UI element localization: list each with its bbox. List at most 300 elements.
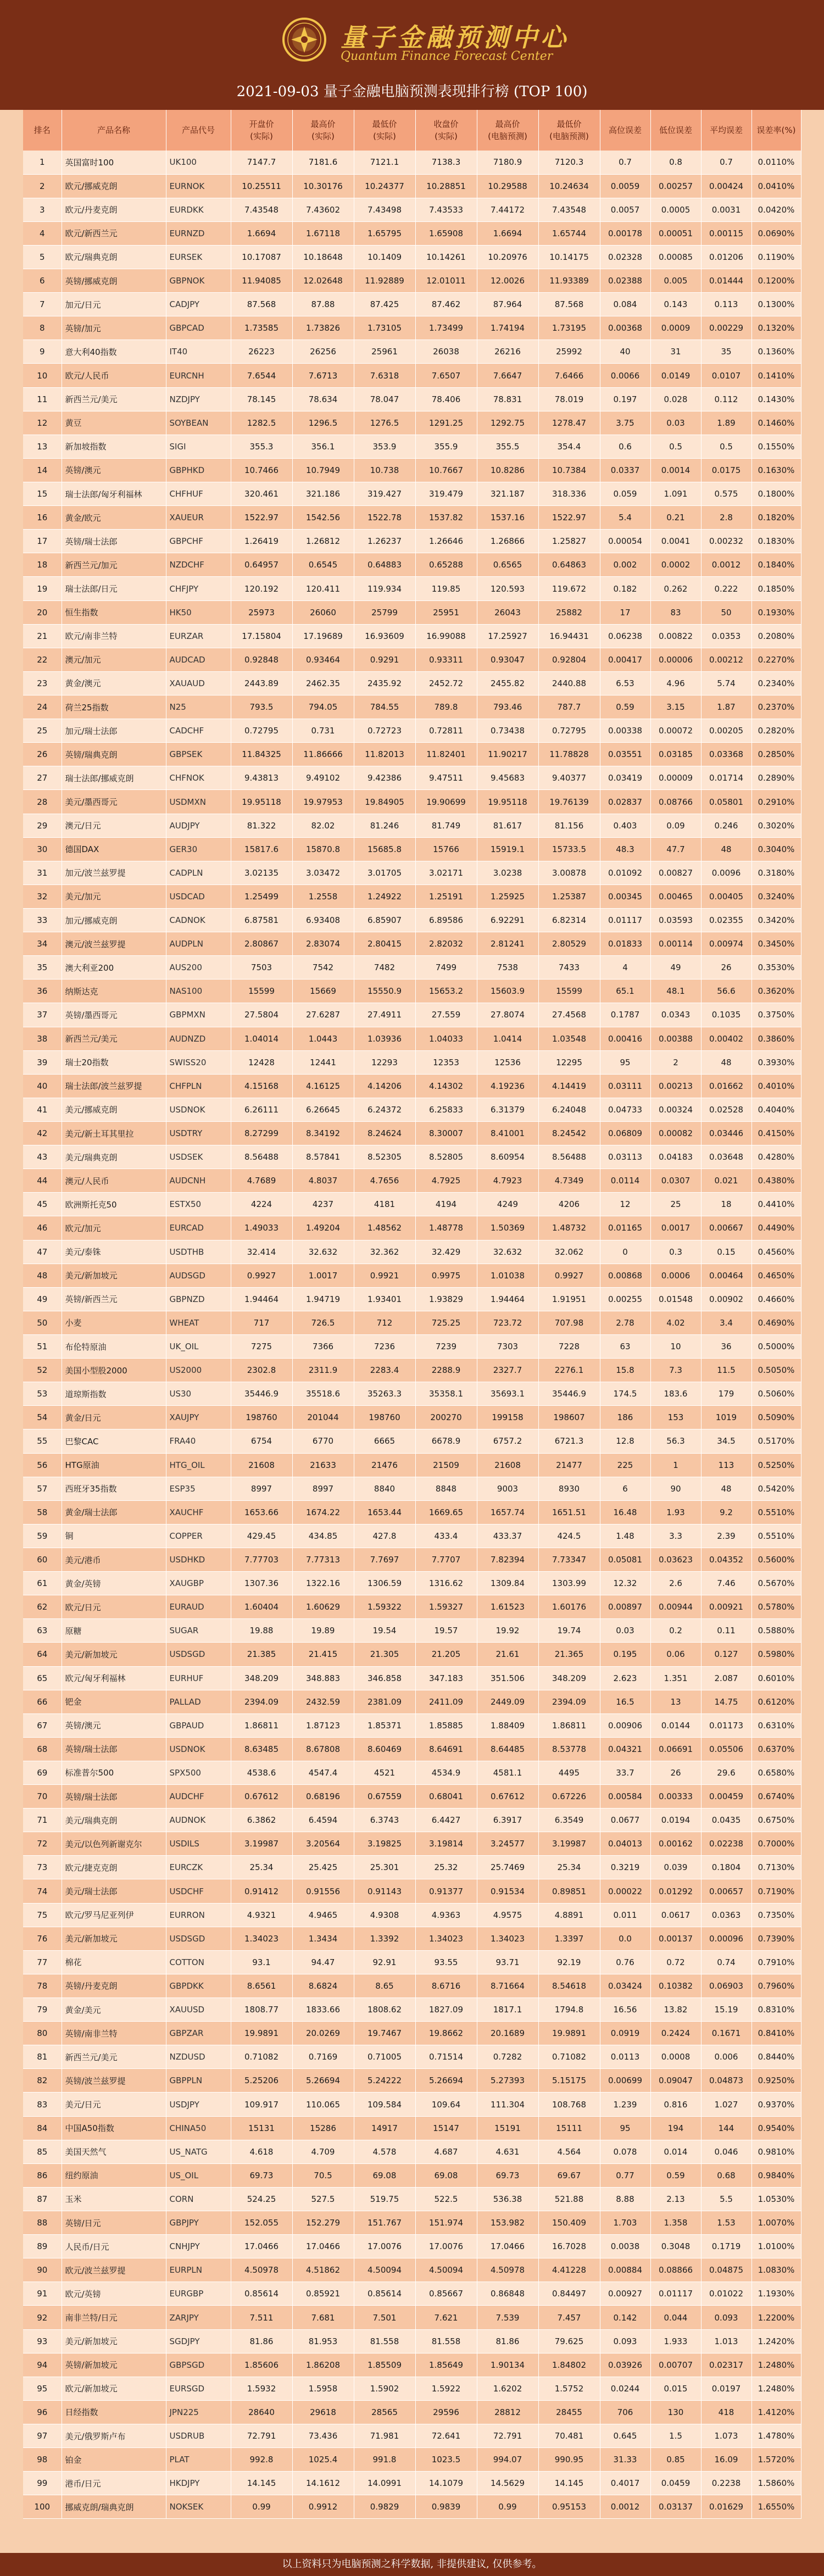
rank-cell: 59 xyxy=(23,1524,62,1548)
predicted-high-cell: 536.38 xyxy=(477,2187,538,2211)
product-code-cell: CHFHUF xyxy=(166,482,231,506)
close-price-cell: 151.974 xyxy=(415,2211,477,2235)
avg-error-cell: 3.4 xyxy=(701,1311,751,1334)
avg-error-cell: 35 xyxy=(701,340,751,364)
rank-cell: 36 xyxy=(23,980,62,1003)
close-price-cell: 6678.9 xyxy=(415,1429,477,1453)
low-price-cell: 0.72723 xyxy=(354,719,415,743)
predicted-low-cell: 0.9927 xyxy=(538,1264,600,1287)
high-price-cell: 9.49102 xyxy=(292,766,354,790)
product-code-cell: USDMXN xyxy=(166,790,231,814)
table-row xyxy=(23,909,801,932)
product-code-cell: CHFNOK xyxy=(166,766,231,790)
open-price-cell: 793.5 xyxy=(231,696,292,719)
product-name-cell: HTG原油 xyxy=(62,1453,166,1477)
table-row xyxy=(23,1359,801,1382)
rank-cell: 68 xyxy=(23,1737,62,1761)
product-name-cell: 澳元/波兰兹罗提 xyxy=(62,932,166,956)
product-code-cell: UK_OIL xyxy=(166,1334,231,1358)
low-price-cell: 151.767 xyxy=(354,2211,415,2235)
rank-cell: 17 xyxy=(23,530,62,553)
low-price-cell: 8840 xyxy=(354,1477,415,1500)
error-rate-cell: 0.3930% xyxy=(751,1050,801,1074)
product-code-cell: XAUGBP xyxy=(166,1572,231,1595)
predicted-low-cell: 1303.99 xyxy=(538,1572,600,1595)
low-price-cell: 1.48562 xyxy=(354,1216,415,1240)
product-code-cell: CADPLN xyxy=(166,861,231,884)
high-price-cell: 1.0017 xyxy=(292,1264,354,1287)
high-error-cell: 65.1 xyxy=(600,980,650,1003)
avg-error-cell: 144 xyxy=(701,2116,751,2140)
high-price-cell: 25.425 xyxy=(292,1856,354,1879)
predicted-high-cell: 69.73 xyxy=(477,2163,538,2187)
product-name-cell: 美元/瑞士法郎 xyxy=(62,1879,166,1903)
avg-error-cell: 0.5 xyxy=(701,435,751,458)
rank-cell: 69 xyxy=(23,1761,62,1784)
high-error-cell: 0.00054 xyxy=(600,530,650,553)
predicted-high-cell: 4.19236 xyxy=(477,1074,538,1098)
high-price-cell: 10.18648 xyxy=(292,245,354,269)
rank-cell: 48 xyxy=(23,1264,62,1287)
rank-cell: 3 xyxy=(23,198,62,221)
predicted-high-cell: 26043 xyxy=(477,600,538,624)
predicted-low-cell: 28455 xyxy=(538,2400,600,2424)
low-price-cell: 1306.59 xyxy=(354,1572,415,1595)
avg-error-cell: 0.2238 xyxy=(701,2472,751,2495)
low-error-cell: 48.1 xyxy=(650,980,701,1003)
error-rate-cell: 0.4560% xyxy=(751,1240,801,1264)
avg-error-cell: 0.05801 xyxy=(701,790,751,814)
error-rate-cell: 0.3040% xyxy=(751,837,801,861)
open-price-cell: 15599 xyxy=(231,980,292,1003)
low-error-cell: 0.2 xyxy=(650,1619,701,1643)
high-error-cell: 4 xyxy=(600,956,650,980)
predicted-high-cell: 93.71 xyxy=(477,1950,538,1974)
column-header xyxy=(538,110,600,151)
predicted-low-cell: 7120.3 xyxy=(538,151,600,174)
avg-error-cell: 0.15 xyxy=(701,1240,751,1264)
rank-cell: 5 xyxy=(23,245,62,269)
high-error-cell: 0.0038 xyxy=(600,2235,650,2258)
rank-cell: 75 xyxy=(23,1903,62,1927)
high-price-cell: 21.415 xyxy=(292,1643,354,1666)
column-header-label: 误差率(%) xyxy=(756,125,796,135)
rank-cell: 93 xyxy=(23,2329,62,2353)
avg-error-cell: 0.00405 xyxy=(701,884,751,908)
low-error-cell: 0.816 xyxy=(650,2093,701,2116)
product-name-cell: 英镑/澳元 xyxy=(62,458,166,482)
rank-cell: 8 xyxy=(23,316,62,340)
table-row xyxy=(23,1903,801,1927)
avg-error-cell: 0.00424 xyxy=(701,174,751,198)
table-row xyxy=(23,2329,801,2353)
high-price-cell: 356.1 xyxy=(292,435,354,458)
low-error-cell: 130 xyxy=(650,2400,701,2424)
low-error-cell: 1.93 xyxy=(650,1500,701,1524)
product-name-cell: 美元/新加坡元 xyxy=(62,1927,166,1950)
predicted-high-cell: 1.90134 xyxy=(477,2353,538,2377)
table-row xyxy=(23,2377,801,2400)
high-price-cell: 2462.35 xyxy=(292,671,354,695)
close-price-cell: 19.8662 xyxy=(415,2022,477,2045)
close-price-cell: 4.14302 xyxy=(415,1074,477,1098)
high-error-cell: 6 xyxy=(600,1477,650,1500)
table-row xyxy=(23,245,801,269)
close-price-cell: 0.9839 xyxy=(415,2495,477,2519)
product-name-cell: 加元/瑞士法郎 xyxy=(62,719,166,743)
predicted-low-cell: 1.65744 xyxy=(538,221,600,245)
high-error-cell: 0 xyxy=(600,1240,650,1264)
column-header xyxy=(292,110,354,151)
open-price-cell: 35446.9 xyxy=(231,1382,292,1406)
error-rate-cell: 0.1550% xyxy=(751,435,801,458)
predicted-high-cell: 7.6647 xyxy=(477,364,538,387)
error-rate-cell: 0.0110% xyxy=(751,151,801,174)
predicted-high-cell: 10.8286 xyxy=(477,458,538,482)
high-price-cell: 7366 xyxy=(292,1334,354,1358)
rank-cell: 21 xyxy=(23,624,62,648)
error-rate-cell: 0.2850% xyxy=(751,743,801,766)
error-rate-cell: 0.1190% xyxy=(751,245,801,269)
table-row xyxy=(23,316,801,340)
predicted-high-cell: 25.7469 xyxy=(477,1856,538,1879)
close-price-cell: 29596 xyxy=(415,2400,477,2424)
product-name-cell: 新西兰元/加元 xyxy=(62,553,166,577)
error-rate-cell: 0.4380% xyxy=(751,1169,801,1193)
error-rate-cell: 0.5090% xyxy=(751,1406,801,1429)
product-name-cell: 美元/新土耳其里拉 xyxy=(62,1121,166,1145)
high-price-cell: 1322.16 xyxy=(292,1572,354,1595)
avg-error-cell: 34.5 xyxy=(701,1429,751,1453)
predicted-high-cell: 7538 xyxy=(477,956,538,980)
product-name-cell: 小麦 xyxy=(62,1311,166,1334)
predicted-low-cell: 119.672 xyxy=(538,577,600,600)
product-name-cell: 美元/泰铢 xyxy=(62,1240,166,1264)
rank-cell: 13 xyxy=(23,435,62,458)
open-price-cell: 28640 xyxy=(231,2400,292,2424)
error-rate-cell: 0.2820% xyxy=(751,719,801,743)
high-price-cell: 1.67118 xyxy=(292,221,354,245)
low-price-cell: 346.858 xyxy=(354,1666,415,1690)
table-row xyxy=(23,696,801,719)
table-row xyxy=(23,1879,801,1903)
predicted-high-cell: 26216 xyxy=(477,340,538,364)
close-price-cell: 1669.65 xyxy=(415,1500,477,1524)
rank-cell: 18 xyxy=(23,553,62,577)
close-price-cell: 19.90699 xyxy=(415,790,477,814)
open-price-cell: 4.7689 xyxy=(231,1169,292,1193)
table-row xyxy=(23,1950,801,1974)
low-price-cell: 92.91 xyxy=(354,1950,415,1974)
table-row xyxy=(23,1595,801,1619)
open-price-cell: 1.49033 xyxy=(231,1216,292,1240)
high-price-cell: 19.97953 xyxy=(292,790,354,814)
low-price-cell: 87.425 xyxy=(354,293,415,316)
close-price-cell: 319.479 xyxy=(415,482,477,506)
predicted-high-cell: 1.6202 xyxy=(477,2377,538,2400)
error-rate-cell: 0.1300% xyxy=(751,293,801,316)
high-price-cell: 73.436 xyxy=(292,2424,354,2448)
high-error-cell: 0.06809 xyxy=(600,1121,650,1145)
predicted-high-cell: 78.831 xyxy=(477,387,538,411)
predicted-high-cell: 6.92291 xyxy=(477,909,538,932)
high-price-cell: 81.953 xyxy=(292,2329,354,2353)
table-row xyxy=(23,1074,801,1098)
table-row xyxy=(23,2306,801,2329)
predicted-high-cell: 1817.1 xyxy=(477,1998,538,2022)
table-row xyxy=(23,2093,801,2116)
avg-error-cell: 0.0197 xyxy=(701,2377,751,2400)
high-price-cell: 0.91556 xyxy=(292,1879,354,1903)
low-price-cell: 8.65 xyxy=(354,1974,415,1998)
low-error-cell: 0.0008 xyxy=(650,2045,701,2069)
product-code-cell: PALLAD xyxy=(166,1690,231,1713)
high-error-cell: 0.00897 xyxy=(600,1595,650,1619)
low-error-cell: 0.08866 xyxy=(650,2258,701,2282)
high-price-cell: 1.94719 xyxy=(292,1287,354,1311)
table-row xyxy=(23,766,801,790)
open-price-cell: 0.92848 xyxy=(231,648,292,671)
avg-error-cell: 0.0096 xyxy=(701,861,751,884)
error-rate-cell: 0.5050% xyxy=(751,1359,801,1382)
low-error-cell: 0.08766 xyxy=(650,790,701,814)
product-name-cell: 欧元/波兰兹罗提 xyxy=(62,2258,166,2282)
table-row xyxy=(23,577,801,600)
close-price-cell: 0.91377 xyxy=(415,1879,477,1903)
error-rate-cell: 0.3420% xyxy=(751,909,801,932)
low-price-cell: 8.52305 xyxy=(354,1145,415,1169)
avg-error-cell: 0.01714 xyxy=(701,766,751,790)
high-price-cell: 4237 xyxy=(292,1193,354,1216)
avg-error-cell: 48 xyxy=(701,837,751,861)
predicted-high-cell: 7.44172 xyxy=(477,198,538,221)
product-code-cell: COPPER xyxy=(166,1524,231,1548)
table-row xyxy=(23,1429,801,1453)
table-row xyxy=(23,1453,801,1477)
close-price-cell: 10.28851 xyxy=(415,174,477,198)
open-price-cell: 524.25 xyxy=(231,2187,292,2211)
predicted-high-cell: 1.34023 xyxy=(477,1927,538,1950)
predicted-low-cell: 4206 xyxy=(538,1193,600,1216)
center-title-chinese: 量子金融预测中心 xyxy=(341,23,569,52)
high-error-cell: 0.0012 xyxy=(600,2495,650,2519)
product-name-cell: 棉花 xyxy=(62,1950,166,1974)
error-rate-cell: 0.4660% xyxy=(751,1287,801,1311)
low-error-cell: 153 xyxy=(650,1406,701,1429)
low-error-cell: 0.59 xyxy=(650,2163,701,2187)
table-row xyxy=(23,1050,801,1074)
product-name-cell: 加元/挪威克朗 xyxy=(62,909,166,932)
product-code-cell: EURGBP xyxy=(166,2282,231,2306)
low-price-cell: 11.92889 xyxy=(354,269,415,293)
high-price-cell: 0.93464 xyxy=(292,648,354,671)
rank-cell: 100 xyxy=(23,2495,62,2519)
predicted-low-cell: 7.73347 xyxy=(538,1548,600,1571)
low-price-cell: 3.01705 xyxy=(354,861,415,884)
low-error-cell: 0.03185 xyxy=(650,743,701,766)
avg-error-cell: 0.246 xyxy=(701,814,751,837)
predicted-high-cell: 0.86848 xyxy=(477,2282,538,2306)
open-price-cell: 3.02135 xyxy=(231,861,292,884)
rank-cell: 63 xyxy=(23,1619,62,1643)
error-rate-cell: 1.5720% xyxy=(751,2448,801,2472)
rank-cell: 84 xyxy=(23,2116,62,2140)
high-error-cell: 5.4 xyxy=(600,506,650,530)
predicted-high-cell: 793.46 xyxy=(477,696,538,719)
low-price-cell: 1276.5 xyxy=(354,411,415,435)
low-error-cell: 0.028 xyxy=(650,387,701,411)
predicted-low-cell: 9.40377 xyxy=(538,766,600,790)
low-price-cell: 0.67559 xyxy=(354,1785,415,1809)
open-price-cell: 19.9891 xyxy=(231,2022,292,2045)
predicted-high-cell: 10.20976 xyxy=(477,245,538,269)
table-row xyxy=(23,1027,801,1050)
high-error-cell: 1.48 xyxy=(600,1524,650,1548)
high-price-cell: 1.73826 xyxy=(292,316,354,340)
low-error-cell: 183.6 xyxy=(650,1382,701,1406)
error-rate-cell: 0.7000% xyxy=(751,1832,801,1856)
high-error-cell: 48.3 xyxy=(600,837,650,861)
product-name-cell: 英镑/瑞士法郎 xyxy=(62,1785,166,1809)
close-price-cell: 4.50094 xyxy=(415,2258,477,2282)
product-name-cell: 英镑/挪威克朗 xyxy=(62,269,166,293)
rank-cell: 66 xyxy=(23,1690,62,1713)
close-price-cell: 25951 xyxy=(415,600,477,624)
high-error-cell: 0.197 xyxy=(600,387,650,411)
product-name-cell: 美元/加元 xyxy=(62,884,166,908)
table-row xyxy=(23,1121,801,1145)
product-code-cell: AUS200 xyxy=(166,956,231,980)
rank-cell: 79 xyxy=(23,1998,62,2022)
rank-cell: 47 xyxy=(23,1240,62,1264)
low-error-cell: 83 xyxy=(650,600,701,624)
table-row xyxy=(23,861,801,884)
error-rate-cell: 0.1360% xyxy=(751,340,801,364)
predicted-high-cell: 4.7923 xyxy=(477,1169,538,1193)
avg-error-cell: 26 xyxy=(701,956,751,980)
product-code-cell: USDSEK xyxy=(166,1145,231,1169)
error-rate-cell: 0.1320% xyxy=(751,316,801,340)
rank-cell: 88 xyxy=(23,2211,62,2235)
product-name-cell: 美元/墨西哥元 xyxy=(62,790,166,814)
table-row xyxy=(23,411,801,435)
close-price-cell: 78.406 xyxy=(415,387,477,411)
product-code-cell: USDNOK xyxy=(166,1098,231,1121)
high-price-cell: 1.2558 xyxy=(292,884,354,908)
open-price-cell: 4.618 xyxy=(231,2140,292,2163)
high-price-cell: 10.7949 xyxy=(292,458,354,482)
low-price-cell: 1.3392 xyxy=(354,1927,415,1950)
low-price-cell: 1.26237 xyxy=(354,530,415,553)
low-error-cell: 1.351 xyxy=(650,1666,701,1690)
low-error-cell: 0.00082 xyxy=(650,1121,701,1145)
low-price-cell: 4.9308 xyxy=(354,1903,415,1927)
high-price-cell: 20.0269 xyxy=(292,2022,354,2045)
low-error-cell: 3.15 xyxy=(650,696,701,719)
high-error-cell: 0.00884 xyxy=(600,2258,650,2282)
low-error-cell: 0.8 xyxy=(650,151,701,174)
high-error-cell: 0.01165 xyxy=(600,1216,650,1240)
low-price-cell: 16.93609 xyxy=(354,624,415,648)
product-code-cell: N25 xyxy=(166,696,231,719)
error-rate-cell: 0.6370% xyxy=(751,1737,801,1761)
predicted-low-cell: 16.94431 xyxy=(538,624,600,648)
open-price-cell: 992.8 xyxy=(231,2448,292,2472)
open-price-cell: 1.25499 xyxy=(231,884,292,908)
predicted-low-cell: 424.5 xyxy=(538,1524,600,1548)
predicted-low-cell: 0.67226 xyxy=(538,1785,600,1809)
low-price-cell: 1653.44 xyxy=(354,1500,415,1524)
open-price-cell: 320.461 xyxy=(231,482,292,506)
predicted-low-cell: 25992 xyxy=(538,340,600,364)
predicted-low-cell: 1.84802 xyxy=(538,2353,600,2377)
high-price-cell: 7.43602 xyxy=(292,198,354,221)
low-price-cell: 10.24377 xyxy=(354,174,415,198)
error-rate-cell: 0.4150% xyxy=(751,1121,801,1145)
high-error-cell: 0.00417 xyxy=(600,648,650,671)
product-name-cell: 挪威克朗/瑞典克朗 xyxy=(62,2495,166,2519)
high-price-cell: 1.26812 xyxy=(292,530,354,553)
close-price-cell: 3.19814 xyxy=(415,1832,477,1856)
predicted-low-cell: 7.43548 xyxy=(538,198,600,221)
product-name-cell: 玉米 xyxy=(62,2187,166,2211)
low-price-cell: 119.934 xyxy=(354,577,415,600)
predicted-low-cell: 1.3397 xyxy=(538,1927,600,1950)
high-price-cell: 120.411 xyxy=(292,577,354,600)
high-price-cell: 15870.8 xyxy=(292,837,354,861)
low-error-cell: 26 xyxy=(650,1761,701,1784)
avg-error-cell: 0.01444 xyxy=(701,269,751,293)
product-name-cell: 欧元/加元 xyxy=(62,1216,166,1240)
predicted-low-cell: 0.71082 xyxy=(538,2045,600,2069)
open-price-cell: 2302.8 xyxy=(231,1359,292,1382)
avg-error-cell: 0.021 xyxy=(701,1169,751,1193)
close-price-cell: 9.47511 xyxy=(415,766,477,790)
rank-cell: 67 xyxy=(23,1713,62,1737)
product-name-cell: 美国小型股2000 xyxy=(62,1359,166,1382)
product-name-cell: 西班牙35指数 xyxy=(62,1477,166,1500)
column-header-label: 最低价 xyxy=(372,119,397,129)
table-row xyxy=(23,980,801,1003)
high-price-cell: 5.26694 xyxy=(292,2069,354,2093)
open-price-cell: 1307.36 xyxy=(231,1572,292,1595)
open-price-cell: 152.055 xyxy=(231,2211,292,2235)
avg-error-cell: 0.0363 xyxy=(701,1903,751,1927)
table-row xyxy=(23,2187,801,2211)
table-row xyxy=(23,1216,801,1240)
close-price-cell: 1827.09 xyxy=(415,1998,477,2022)
close-price-cell: 15653.2 xyxy=(415,980,477,1003)
open-price-cell: 10.17087 xyxy=(231,245,292,269)
predicted-high-cell: 7.539 xyxy=(477,2306,538,2329)
avg-error-cell: 0.00974 xyxy=(701,932,751,956)
high-price-cell: 321.186 xyxy=(292,482,354,506)
avg-error-cell: 56.6 xyxy=(701,980,751,1003)
avg-error-cell: 0.00096 xyxy=(701,1927,751,1950)
product-name-cell: 原糖 xyxy=(62,1619,166,1643)
close-price-cell: 6.25833 xyxy=(415,1098,477,1121)
product-code-cell: WHEAT xyxy=(166,1311,231,1334)
high-price-cell: 201044 xyxy=(292,1406,354,1429)
table-row xyxy=(23,600,801,624)
predicted-low-cell: 32.062 xyxy=(538,1240,600,1264)
predicted-high-cell: 2327.7 xyxy=(477,1359,538,1382)
open-price-cell: 1.73585 xyxy=(231,316,292,340)
close-price-cell: 433.4 xyxy=(415,1524,477,1548)
error-rate-cell: 0.1850% xyxy=(751,577,801,600)
error-rate-cell: 0.3860% xyxy=(751,1027,801,1050)
predicted-low-cell: 78.019 xyxy=(538,387,600,411)
